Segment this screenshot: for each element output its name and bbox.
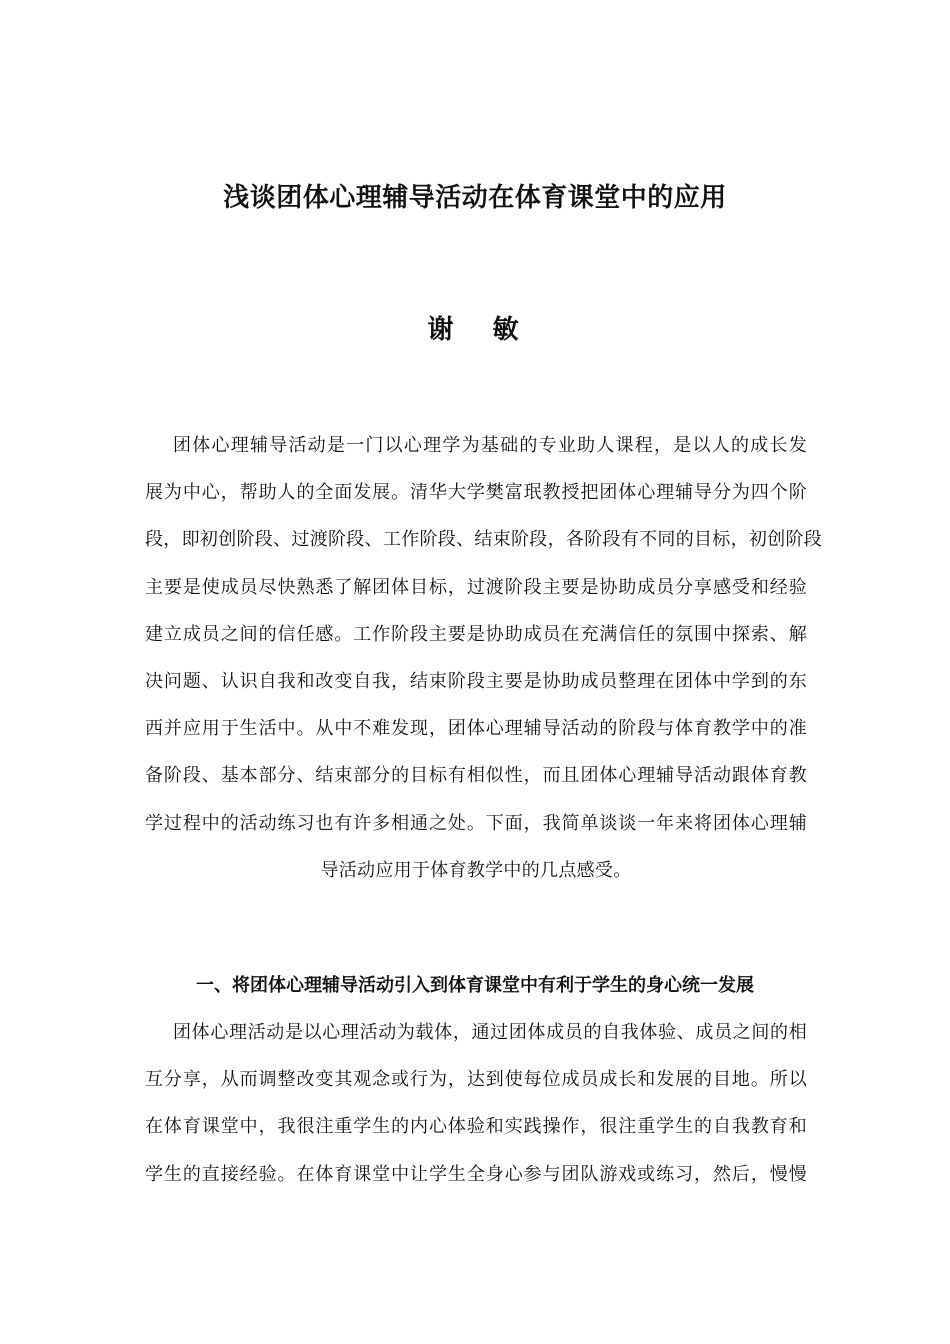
paragraph-line: 学生的直接经验。在体育课堂中让学生全身心参与团队游戏或练习，然后，慢慢 [145, 1163, 807, 1185]
paragraph-line: 主要是使成员尽快熟悉了解团体目标，过渡阶段主要是协助成员分享感受和经验 [145, 576, 807, 598]
paragraph-line: 学过程中的活动练习也有许多相通之处。下面，我简单谈谈一年来将团体心理辅 [145, 812, 807, 834]
paragraph-line: 备阶段、基本部分、结束部分的目标有相似性，而且团体心理辅导活动跟体育教 [145, 765, 807, 787]
paragraph-line: 团体心理活动是以心理活动为载体，通过团体成员的自我体验、成员之间的相 [173, 1022, 807, 1043]
section-heading: 一、将团体心理辅导活动引入到体育课堂中有利于学生的身心统一发展 [196, 975, 754, 996]
author-name: 谢 敏 [427, 315, 523, 345]
paragraph-line: 决问题、认识自我和改变自我，结束阶段主要是协助成员整理在团体中学到的东 [145, 670, 807, 692]
paragraph-line: 段，即初创阶段、过渡阶段、工作阶段、结束阶段，各阶段有不同的目标，初创阶段 [145, 529, 823, 551]
paragraph-line: 西并应用于生活中。从中不难发现，团体心理辅导活动的阶段与体育教学中的准 [145, 718, 807, 740]
paragraph-line: 展为中心，帮助人的全面发展。清华大学樊富珉教授把团体心理辅导分为四个阶 [145, 482, 807, 504]
paragraph-line: 导活动应用于体育教学中的几点感受。 [320, 859, 632, 881]
document-title: 浅谈团体心理辅导活动在体育课堂中的应用 [223, 183, 727, 213]
paragraph-line: 建立成员之间的信任感。工作阶段主要是协助成员在充满信任的氛围中探索、解 [145, 623, 807, 645]
intro-paragraph [145, 422, 823, 894]
paragraph-line: 团体心理辅导活动是一门以心理学为基础的专业助人课程，是以人的成长发 [173, 435, 807, 456]
paragraph-line: 互分享，从而调整改变其观念或行为，达到使每位成员成长和发展的目地。所以 [145, 1069, 807, 1091]
section-paragraph [145, 1009, 807, 1198]
paragraph-line: 在体育课堂中，我很注重学生的内心体验和实践操作，很注重学生的自我教育和 [145, 1116, 807, 1138]
